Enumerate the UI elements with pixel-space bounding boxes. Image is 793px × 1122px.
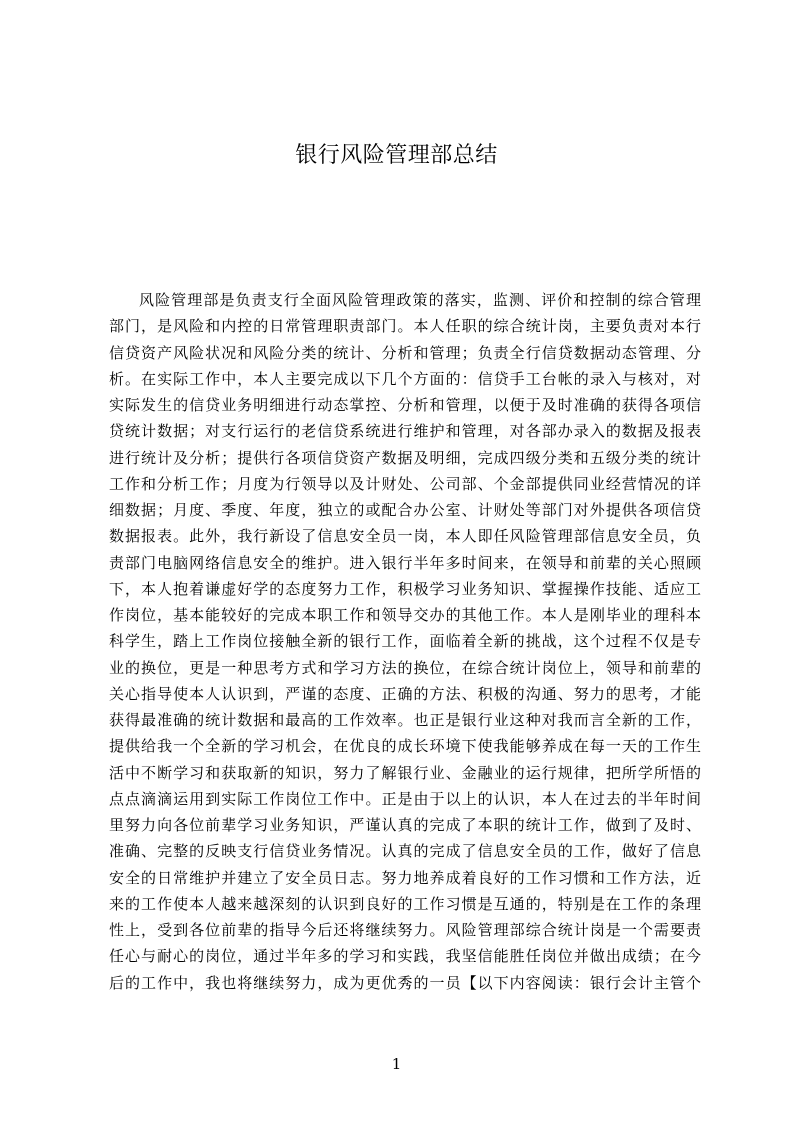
body-line: 安全的日常维护并建立了安全员日志。努力地养成着良好的工作习惯和工作方法，近 (109, 868, 701, 887)
body-line: 来的工作使本人越来越深刻的认识到良好的工作习惯是互通的，特别是在工作的条理 (109, 894, 701, 913)
body-line: 析。在实际工作中，本人主要完成以下几个方面的：信贷手工台帐的录入与核对，对 (109, 369, 701, 388)
body-line: 里努力向各位前辈学习业务知识，严谨认真的完成了本职的统计工作，做到了及时、 (109, 816, 701, 834)
page-number: 1 (391, 1055, 402, 1073)
body-line: 实际发生的信贷业务明细进行动态掌控、分析和管理，以便于及时准确的获得各项信 (109, 396, 701, 414)
body-line: 准确、完整的反映支行信贷业务情况。认真的完成了信息安全员的工作，做好了信息 (109, 842, 701, 861)
document-title: 银行风险管理部总结 (295, 143, 498, 168)
body-line: 风险管理部是负责支行全面风险管理政策的落实，监测、评价和控制的综合管理 (139, 291, 701, 309)
body-line: 贷统计数据；对支行运行的老信贷系统进行维护和管理，对各部办录入的数据及报表 (109, 422, 701, 441)
body-line: 数据报表。此外，我行新设了信息安全员一岗，本人即任风险管理部信息安全员，负 (109, 527, 701, 546)
body-line: 科学生，踏上工作岗位接触全新的银行工作，面临着全新的挑战，这个过程不仅是专 (109, 632, 701, 651)
body-line: 工作和分析工作；月度为行领导以及计财处、公司部、个金部提供同业经营情况的详 (109, 474, 701, 493)
body-line: 性上，受到各位前辈的指导今后还将继续努力。风险管理部综合统计岗是一个需要责 (109, 921, 701, 939)
body-line: 关心指导使本人认识到，严谨的态度、正确的方法、积极的沟通、努力的思考，才能 (109, 684, 701, 703)
body-line: 提供给我一个全新的学习机会，在优良的成长环境下使我能够养成在每一天的工作生 (109, 737, 701, 756)
body-line: 业的换位，更是一种思考方式和学习方法的换位，在综合统计岗位上，领导和前辈的 (109, 658, 701, 677)
body-line: 信贷资产风险状况和风险分类的统计、分析和管理；负责全行信贷数据动态管理、分 (109, 343, 701, 362)
body-line: 任心与耐心的岗位，通过半年多的学习和实践，我坚信能胜任岗位并做出成绩；在今 (109, 947, 701, 966)
body-line: 进行统计及分析；提供行各项信贷资产数据及明细，完成四级分类和五级分类的统计 (109, 448, 701, 467)
body-line: 后的工作中，我也将继续努力，成为更优秀的一员【以下内容阅读：银行会计主管个 (109, 973, 701, 992)
body-line: 部门，是风险和内控的日常管理职责部门。本人任职的综合统计岗，主要负责对本行 (109, 317, 701, 336)
body-line: 点点滴滴运用到实际工作岗位工作中。正是由于以上的认识，本人在过去的半年时间 (109, 789, 701, 808)
body-line: 下，本人抱着谦虚好学的态度努力工作，积极学习业务知识、掌握操作技能、适应工 (109, 579, 701, 598)
body-line: 细数据；月度、季度、年度，独立的或配合办公室、计财处等部门对外提供各项信贷 (109, 501, 701, 519)
body-line: 活中不断学习和获取新的知识，努力了解银行业、金融业的运行规律，把所学所悟的 (109, 763, 701, 782)
body-line: 责部门电脑网络信息安全的维护。进入银行半年多时间来，在领导和前辈的关心照顾 (109, 553, 701, 572)
body-line: 获得最准确的统计数据和最高的工作效率。也正是银行业这种对我而言全新的工作， (109, 711, 701, 729)
body-line: 作岗位，基本能较好的完成本职工作和领导交办的其他工作。本人是刚毕业的理科本 (109, 606, 701, 624)
document-body (109, 287, 701, 996)
